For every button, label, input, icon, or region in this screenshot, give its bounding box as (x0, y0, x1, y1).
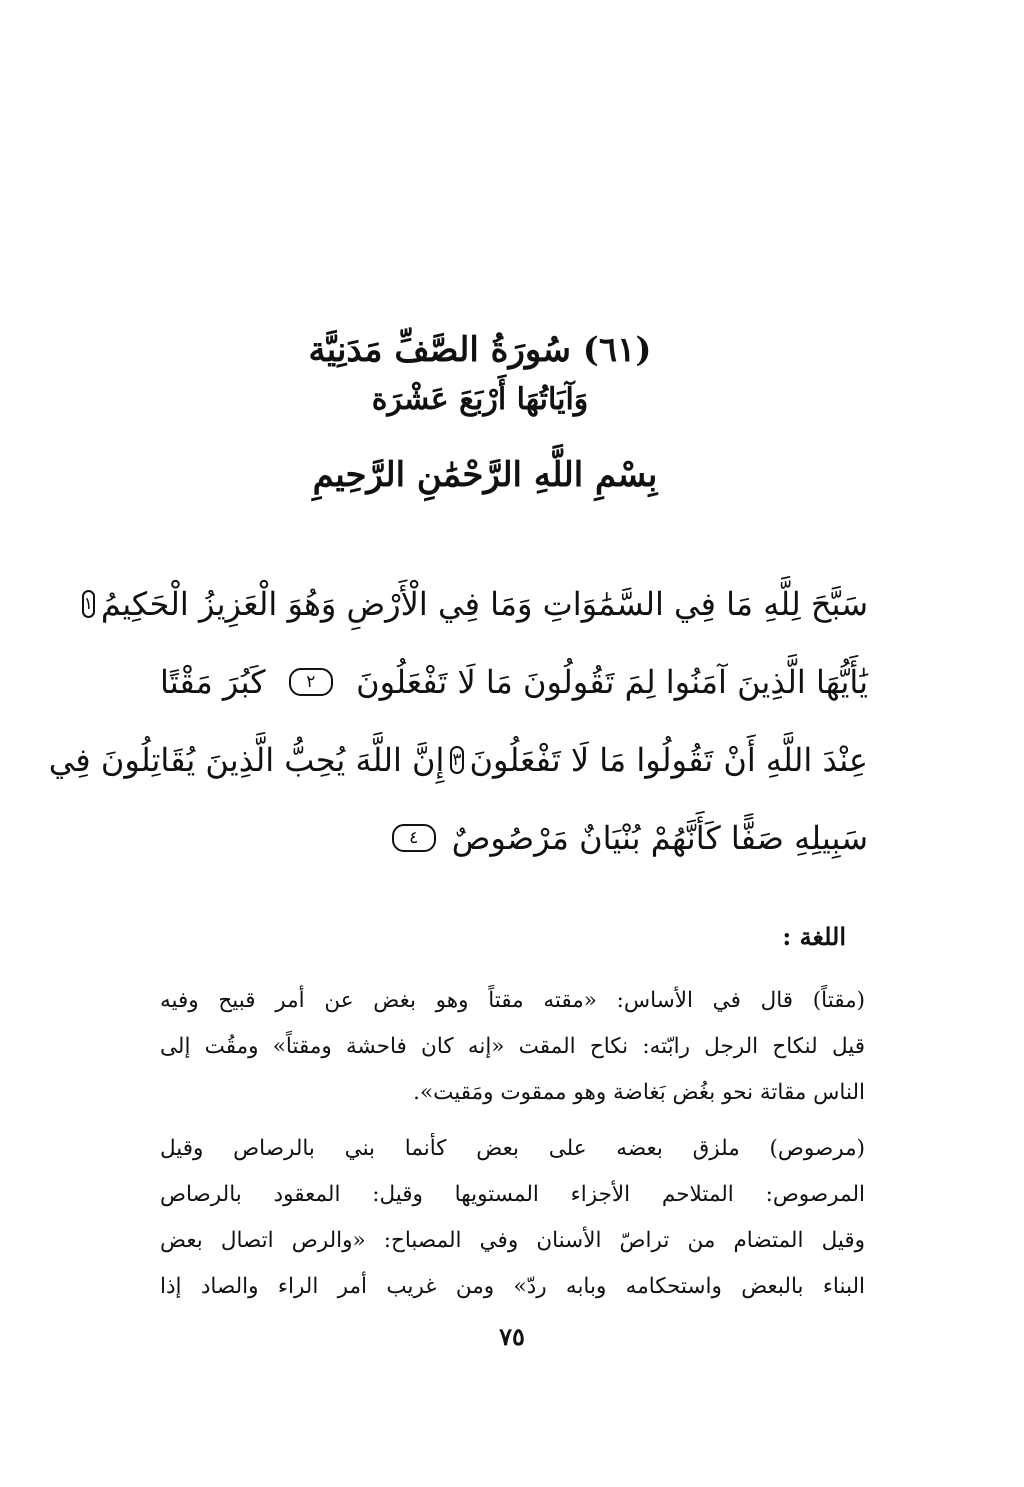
text-line: المرصوص: المتلاحم الأجزاء المستويها وقيل: المعقود بالرصاص (160, 1182, 865, 1207)
paragraph-marsous (160, 1126, 865, 1310)
paragraph-maqtan (160, 978, 865, 1116)
ayah-number-marker: ١ (82, 590, 95, 618)
ayah-number-marker: ٢ (289, 668, 333, 696)
section-heading-language: اللغة : (782, 922, 846, 951)
verse-text: عِنْدَ اللَّهِ أَنْ تَقُولُوا مَا لَا تَفْعَلُونَ (469, 741, 868, 779)
quran-line-1 (83, 565, 868, 643)
verse-text: إِنَّ اللَّهَ يُحِبُّ الَّذِينَ يُقَاتِلُونَ فِي (48, 741, 445, 779)
surah-title: (٦١) سُورَةُ الصَّفِّ مَدَنِيَّة (308, 330, 652, 370)
verse-text: سَبَّحَ لِلَّهِ مَا فِي السَّمَٰوَاتِ وَمَا فِي الْأَرْضِ وَهُوَ الْعَزِيزُ الْحَكِيمُ (100, 585, 868, 623)
text-line: وقيل المتضام من تراصّ الأسنان وفي المصباح: «والرص اتصال بعض (160, 1228, 865, 1253)
ayah-number-marker: ٤ (392, 824, 436, 852)
verse-text: سَبِيلِهِ صَفًّا كَأَنَّهُمْ بُنْيَانٌ مَرْصُوصٌ (451, 819, 868, 857)
surah-verse-count: وَآيَاتُهَا أَرْبَعَ عَشْرَة (371, 382, 589, 417)
text-line: البناء بالبعض واستحكامه وبابه ردّ» ومن غريب أمر الراء والصاد إذا (160, 1274, 865, 1299)
text-line: الناس مقاتة نحو بغُض بَغاضة وهو ممقوت ومَقيت». (413, 1080, 865, 1105)
quran-line-3 (48, 721, 868, 799)
page-number: ٧٥ (499, 1322, 525, 1351)
quran-text-block (48, 565, 868, 877)
text-line: قيل لنكاح الرجل رابّته: نكاح المقت «إنه كان فاحشة ومقتاً» ومقُت إلى (160, 1034, 865, 1059)
verse-text: كَبُرَ مَقْتًا (160, 663, 266, 701)
basmala: بِسْمِ اللَّهِ الرَّحْمَٰنِ الرَّحِيمِ (312, 455, 658, 495)
quran-line-4 (160, 799, 868, 877)
text-line: (مقتاً) قال في الأساس: «مقته مقتاً وهو بغض عن أمر قبيح وفيه (160, 988, 865, 1013)
ayah-number-marker: ٣ (450, 746, 463, 774)
quran-line-2 (160, 643, 868, 721)
commentary-block (160, 978, 865, 1320)
text-line: (مرصوص) ملزق بعضه على بعض كأنما بني بالرصاص وقيل (160, 1136, 865, 1161)
verse-text: يَٰأَيُّهَا الَّذِينَ آمَنُوا لِمَ تَقُولُونَ مَا لَا تَفْعَلُونَ (356, 663, 868, 701)
